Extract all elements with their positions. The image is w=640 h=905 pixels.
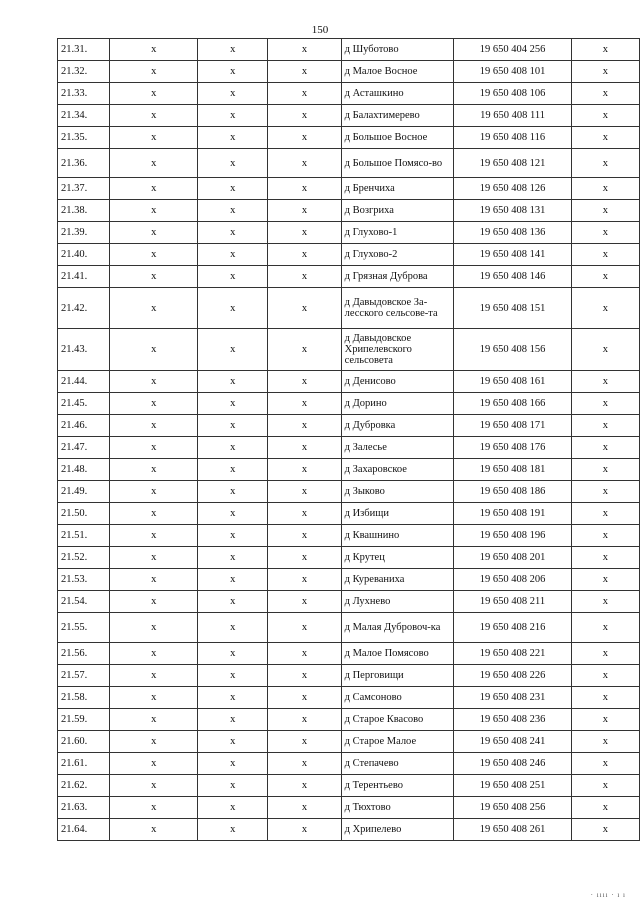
cell-col4: x — [268, 371, 341, 393]
oktmo-code: 19 650 404 256 — [454, 39, 571, 61]
row-number: 21.36. — [58, 149, 110, 178]
cell-col3: x — [198, 83, 268, 105]
table-row — [58, 178, 640, 200]
cell-col7: x — [571, 371, 639, 393]
cell-col2: x — [110, 178, 198, 200]
row-number: 21.58. — [58, 687, 110, 709]
settlement-name: д Избищи — [341, 503, 454, 525]
cell-col4: x — [268, 687, 341, 709]
row-number: 21.48. — [58, 459, 110, 481]
oktmo-code: 19 650 408 206 — [454, 569, 571, 591]
oktmo-code: 19 650 408 131 — [454, 200, 571, 222]
cell-col2: x — [110, 266, 198, 288]
table-row — [58, 481, 640, 503]
oktmo-code: 19 650 408 196 — [454, 525, 571, 547]
cell-col3: x — [198, 569, 268, 591]
table-row — [58, 731, 640, 753]
cell-col3: x — [198, 613, 268, 643]
cell-col4: x — [268, 709, 341, 731]
cell-col7: x — [571, 178, 639, 200]
cell-col3: x — [198, 149, 268, 178]
cell-col4: x — [268, 819, 341, 841]
cell-col3: x — [198, 591, 268, 613]
oktmo-code: 19 650 408 126 — [454, 178, 571, 200]
table-row — [58, 39, 640, 61]
table-row — [58, 525, 640, 547]
cell-col7: x — [571, 819, 639, 841]
cell-col2: x — [110, 105, 198, 127]
oktmo-code: 19 650 408 106 — [454, 83, 571, 105]
settlement-name: д Старое Квасово — [341, 709, 454, 731]
cell-col3: x — [198, 393, 268, 415]
cell-col7: x — [571, 481, 639, 503]
cell-col2: x — [110, 591, 198, 613]
cell-col2: x — [110, 61, 198, 83]
cell-col2: x — [110, 753, 198, 775]
cell-col3: x — [198, 415, 268, 437]
cell-col2: x — [110, 819, 198, 841]
cell-col7: x — [571, 149, 639, 178]
cell-col4: x — [268, 643, 341, 665]
settlement-name: д Самсоново — [341, 687, 454, 709]
cell-col7: x — [571, 547, 639, 569]
cell-col4: x — [268, 797, 341, 819]
row-number: 21.55. — [58, 613, 110, 643]
oktmo-code: 19 650 408 141 — [454, 244, 571, 266]
cell-col3: x — [198, 753, 268, 775]
cell-col4: x — [268, 329, 341, 371]
cell-col7: x — [571, 393, 639, 415]
settlement-name: д Терентьево — [341, 775, 454, 797]
cell-col4: x — [268, 525, 341, 547]
cell-col4: x — [268, 61, 341, 83]
cell-col4: x — [268, 127, 341, 149]
oktmo-code: 19 650 408 216 — [454, 613, 571, 643]
table-row — [58, 503, 640, 525]
cell-col2: x — [110, 481, 198, 503]
row-number: 21.47. — [58, 437, 110, 459]
settlement-name: д Балахтимерево — [341, 105, 454, 127]
row-number: 21.43. — [58, 329, 110, 371]
settlement-name: д Залесье — [341, 437, 454, 459]
cell-col2: x — [110, 83, 198, 105]
settlement-name: д Возгриха — [341, 200, 454, 222]
cell-col3: x — [198, 665, 268, 687]
cell-col2: x — [110, 329, 198, 371]
table-row — [58, 709, 640, 731]
cell-col4: x — [268, 547, 341, 569]
cell-col2: x — [110, 643, 198, 665]
cell-col4: x — [268, 481, 341, 503]
table-row — [58, 200, 640, 222]
row-number: 21.61. — [58, 753, 110, 775]
cell-col7: x — [571, 731, 639, 753]
cell-col7: x — [571, 643, 639, 665]
cell-col2: x — [110, 731, 198, 753]
cell-col3: x — [198, 178, 268, 200]
settlement-name: д Старое Малое — [341, 731, 454, 753]
row-number: 21.57. — [58, 665, 110, 687]
cell-col3: x — [198, 266, 268, 288]
settlement-name: д Шуботово — [341, 39, 454, 61]
cell-col2: x — [110, 222, 198, 244]
cell-col3: x — [198, 525, 268, 547]
settlement-name: д Тюхтово — [341, 797, 454, 819]
cell-col2: x — [110, 437, 198, 459]
row-number: 21.39. — [58, 222, 110, 244]
cell-col7: x — [571, 797, 639, 819]
settlement-name: д Куреваниха — [341, 569, 454, 591]
cell-col7: x — [571, 415, 639, 437]
cell-col7: x — [571, 127, 639, 149]
settlement-name: д Денисово — [341, 371, 454, 393]
oktmo-code: 19 650 408 146 — [454, 266, 571, 288]
cell-col2: x — [110, 288, 198, 329]
oktmo-code: 19 650 408 241 — [454, 731, 571, 753]
cell-col7: x — [571, 266, 639, 288]
table-row — [58, 105, 640, 127]
settlement-name: д Малое Помясово — [341, 643, 454, 665]
table-row — [58, 415, 640, 437]
oktmo-code: 19 650 408 121 — [454, 149, 571, 178]
cell-col7: x — [571, 775, 639, 797]
row-number: 21.50. — [58, 503, 110, 525]
oktmo-code: 19 650 408 166 — [454, 393, 571, 415]
table-row — [58, 371, 640, 393]
row-number: 21.37. — [58, 178, 110, 200]
cell-col4: x — [268, 503, 341, 525]
cell-col3: x — [198, 105, 268, 127]
footer-marks: · ıııı · ı ı — [590, 891, 626, 899]
cell-col7: x — [571, 39, 639, 61]
cell-col4: x — [268, 266, 341, 288]
cell-col4: x — [268, 222, 341, 244]
cell-col2: x — [110, 687, 198, 709]
cell-col4: x — [268, 459, 341, 481]
cell-col4: x — [268, 39, 341, 61]
row-number: 21.35. — [58, 127, 110, 149]
oktmo-code: 19 650 408 226 — [454, 665, 571, 687]
cell-col2: x — [110, 709, 198, 731]
table-body — [58, 39, 640, 841]
table-row — [58, 687, 640, 709]
table-row — [58, 819, 640, 841]
row-number: 21.31. — [58, 39, 110, 61]
settlement-name: д Захаровское — [341, 459, 454, 481]
row-number: 21.42. — [58, 288, 110, 329]
row-number: 21.44. — [58, 371, 110, 393]
table-row — [58, 329, 640, 371]
oktmo-code: 19 650 408 246 — [454, 753, 571, 775]
row-number: 21.52. — [58, 547, 110, 569]
cell-col7: x — [571, 61, 639, 83]
settlements-table — [57, 38, 640, 841]
table-row — [58, 266, 640, 288]
cell-col3: x — [198, 288, 268, 329]
settlement-name: д Бренчиха — [341, 178, 454, 200]
row-number: 21.40. — [58, 244, 110, 266]
settlement-name: д Грязная Дуброва — [341, 266, 454, 288]
row-number: 21.45. — [58, 393, 110, 415]
table-row — [58, 775, 640, 797]
settlement-name: д Дубровка — [341, 415, 454, 437]
row-number: 21.32. — [58, 61, 110, 83]
cell-col4: x — [268, 753, 341, 775]
row-number: 21.59. — [58, 709, 110, 731]
cell-col3: x — [198, 200, 268, 222]
cell-col2: x — [110, 244, 198, 266]
cell-col7: x — [571, 709, 639, 731]
oktmo-code: 19 650 408 201 — [454, 547, 571, 569]
cell-col7: x — [571, 613, 639, 643]
settlement-name: д Асташкино — [341, 83, 454, 105]
cell-col3: x — [198, 244, 268, 266]
cell-col4: x — [268, 415, 341, 437]
oktmo-code: 19 650 408 191 — [454, 503, 571, 525]
cell-col7: x — [571, 687, 639, 709]
row-number: 21.60. — [58, 731, 110, 753]
cell-col7: x — [571, 83, 639, 105]
cell-col4: x — [268, 288, 341, 329]
oktmo-code: 19 650 408 261 — [454, 819, 571, 841]
row-number: 21.33. — [58, 83, 110, 105]
oktmo-code: 19 650 408 101 — [454, 61, 571, 83]
oktmo-code: 19 650 408 211 — [454, 591, 571, 613]
settlement-name: д Глухово-1 — [341, 222, 454, 244]
row-number: 21.54. — [58, 591, 110, 613]
cell-col7: x — [571, 525, 639, 547]
table-row — [58, 591, 640, 613]
cell-col3: x — [198, 775, 268, 797]
cell-col7: x — [571, 437, 639, 459]
cell-col2: x — [110, 149, 198, 178]
cell-col7: x — [571, 105, 639, 127]
table-row — [58, 61, 640, 83]
cell-col2: x — [110, 613, 198, 643]
oktmo-code: 19 650 408 236 — [454, 709, 571, 731]
row-number: 21.56. — [58, 643, 110, 665]
cell-col2: x — [110, 459, 198, 481]
row-number: 21.41. — [58, 266, 110, 288]
cell-col2: x — [110, 569, 198, 591]
cell-col3: x — [198, 547, 268, 569]
table-row — [58, 288, 640, 329]
settlement-name: д Зыково — [341, 481, 454, 503]
cell-col3: x — [198, 371, 268, 393]
cell-col4: x — [268, 775, 341, 797]
cell-col7: x — [571, 459, 639, 481]
cell-col3: x — [198, 127, 268, 149]
settlement-name: д Большое Восное — [341, 127, 454, 149]
cell-col3: x — [198, 731, 268, 753]
cell-col4: x — [268, 178, 341, 200]
row-number: 21.64. — [58, 819, 110, 841]
cell-col4: x — [268, 83, 341, 105]
oktmo-code: 19 650 408 186 — [454, 481, 571, 503]
oktmo-code: 19 650 408 171 — [454, 415, 571, 437]
cell-col7: x — [571, 244, 639, 266]
cell-col2: x — [110, 393, 198, 415]
table-row — [58, 222, 640, 244]
cell-col2: x — [110, 200, 198, 222]
cell-col4: x — [268, 149, 341, 178]
oktmo-code: 19 650 408 256 — [454, 797, 571, 819]
settlement-name: д Давыдовское Хрипелевского сельсовета — [341, 329, 454, 371]
table-row — [58, 459, 640, 481]
settlement-name: д Лухнево — [341, 591, 454, 613]
table-row — [58, 643, 640, 665]
cell-col2: x — [110, 547, 198, 569]
cell-col3: x — [198, 819, 268, 841]
cell-col7: x — [571, 591, 639, 613]
cell-col2: x — [110, 415, 198, 437]
settlement-name: д Большое Помясо-во — [341, 149, 454, 178]
table-row — [58, 149, 640, 178]
oktmo-code: 19 650 408 151 — [454, 288, 571, 329]
cell-col4: x — [268, 665, 341, 687]
cell-col7: x — [571, 288, 639, 329]
cell-col4: x — [268, 200, 341, 222]
settlement-name: д Хрипелево — [341, 819, 454, 841]
oktmo-code: 19 650 408 136 — [454, 222, 571, 244]
cell-col7: x — [571, 222, 639, 244]
cell-col7: x — [571, 753, 639, 775]
oktmo-code: 19 650 408 156 — [454, 329, 571, 371]
oktmo-code: 19 650 408 231 — [454, 687, 571, 709]
cell-col3: x — [198, 643, 268, 665]
table-row — [58, 797, 640, 819]
cell-col7: x — [571, 329, 639, 371]
settlement-name: д Дорино — [341, 393, 454, 415]
cell-col2: x — [110, 665, 198, 687]
row-number: 21.51. — [58, 525, 110, 547]
settlement-name: д Крутец — [341, 547, 454, 569]
cell-col2: x — [110, 127, 198, 149]
settlement-name: д Малое Восное — [341, 61, 454, 83]
settlement-name: д Давыдовское За-лесского сельсове-та — [341, 288, 454, 329]
cell-col3: x — [198, 61, 268, 83]
cell-col3: x — [198, 459, 268, 481]
table-row — [58, 244, 640, 266]
row-number: 21.63. — [58, 797, 110, 819]
row-number: 21.53. — [58, 569, 110, 591]
cell-col3: x — [198, 503, 268, 525]
cell-col4: x — [268, 569, 341, 591]
oktmo-code: 19 650 408 111 — [454, 105, 571, 127]
cell-col4: x — [268, 731, 341, 753]
oktmo-code: 19 650 408 176 — [454, 437, 571, 459]
table-row — [58, 569, 640, 591]
cell-col7: x — [571, 503, 639, 525]
oktmo-code: 19 650 408 251 — [454, 775, 571, 797]
cell-col2: x — [110, 39, 198, 61]
table-row — [58, 665, 640, 687]
row-number: 21.34. — [58, 105, 110, 127]
settlement-name: д Степачево — [341, 753, 454, 775]
oktmo-code: 19 650 408 161 — [454, 371, 571, 393]
table-row — [58, 83, 640, 105]
settlement-name: д Квашнино — [341, 525, 454, 547]
oktmo-code: 19 650 408 116 — [454, 127, 571, 149]
cell-col3: x — [198, 481, 268, 503]
settlement-name: д Малая Дубровоч-ка — [341, 613, 454, 643]
row-number: 21.62. — [58, 775, 110, 797]
page-number: 150 — [311, 24, 329, 36]
cell-col3: x — [198, 39, 268, 61]
cell-col4: x — [268, 437, 341, 459]
cell-col2: x — [110, 371, 198, 393]
cell-col2: x — [110, 797, 198, 819]
table-row — [58, 753, 640, 775]
cell-col4: x — [268, 613, 341, 643]
cell-col4: x — [268, 105, 341, 127]
cell-col3: x — [198, 437, 268, 459]
cell-col3: x — [198, 222, 268, 244]
cell-col4: x — [268, 244, 341, 266]
table-row — [58, 547, 640, 569]
oktmo-code: 19 650 408 221 — [454, 643, 571, 665]
cell-col4: x — [268, 393, 341, 415]
settlement-name: д Перговищи — [341, 665, 454, 687]
cell-col2: x — [110, 775, 198, 797]
cell-col7: x — [571, 569, 639, 591]
row-number: 21.46. — [58, 415, 110, 437]
row-number: 21.38. — [58, 200, 110, 222]
cell-col3: x — [198, 329, 268, 371]
cell-col3: x — [198, 687, 268, 709]
oktmo-code: 19 650 408 181 — [454, 459, 571, 481]
table-row — [58, 393, 640, 415]
table-row — [58, 613, 640, 643]
cell-col7: x — [571, 665, 639, 687]
cell-col2: x — [110, 503, 198, 525]
cell-col4: x — [268, 591, 341, 613]
row-number: 21.49. — [58, 481, 110, 503]
table-row — [58, 127, 640, 149]
cell-col3: x — [198, 797, 268, 819]
settlement-name: д Глухово-2 — [341, 244, 454, 266]
table-row — [58, 437, 640, 459]
cell-col3: x — [198, 709, 268, 731]
cell-col2: x — [110, 525, 198, 547]
cell-col7: x — [571, 200, 639, 222]
